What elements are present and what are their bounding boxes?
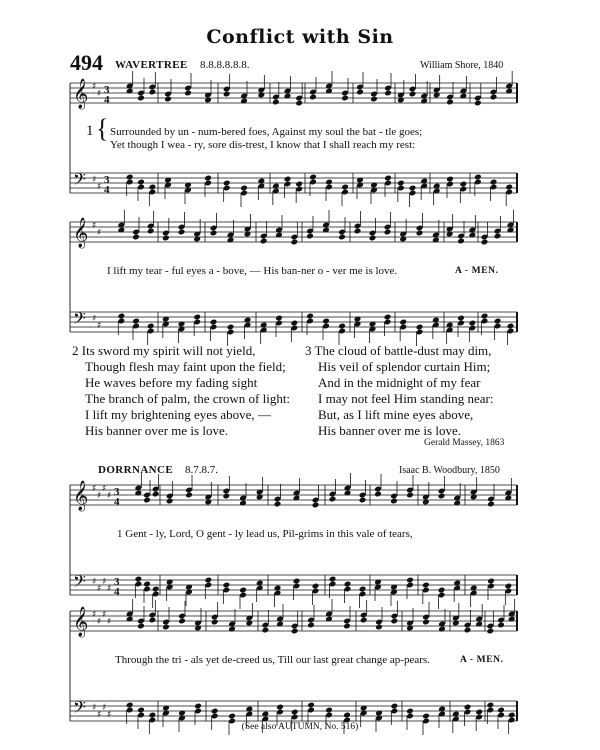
sharp-icon: ♯	[92, 221, 97, 231]
verse-2-line-5: I lift my brightening eyes above, —	[85, 407, 271, 422]
note-head	[384, 175, 392, 182]
note-head	[409, 91, 417, 98]
note-head	[307, 702, 315, 709]
note-head	[147, 228, 155, 235]
note-head	[185, 492, 193, 499]
note-head	[205, 577, 213, 584]
note-head	[490, 94, 498, 101]
amen-dorrnance: A - MEN.	[460, 655, 504, 665]
sharp-icon: ♯	[97, 584, 102, 594]
note-head	[354, 228, 362, 235]
note-head	[325, 179, 333, 186]
note-head	[276, 704, 284, 711]
note-head	[137, 95, 145, 102]
sharp-icon: ♯	[97, 710, 102, 720]
note-head	[369, 235, 377, 242]
sharp-icon: ♯	[102, 703, 107, 713]
sharp-icon: ♯	[92, 703, 97, 713]
note-head	[143, 581, 151, 588]
bass-clef-icon: 𝄢	[73, 571, 86, 595]
verse-3-line-2: His veil of splendor curtain Him;	[318, 359, 491, 374]
note-head	[132, 318, 140, 325]
hymn-number: 494	[70, 50, 103, 75]
note-head	[406, 708, 414, 715]
note-head	[149, 712, 157, 719]
note-head	[438, 493, 446, 500]
sharp-icon: ♯	[107, 584, 112, 594]
sharp-icon: ♯	[92, 82, 97, 92]
note-head	[162, 624, 170, 631]
note-head	[416, 230, 424, 237]
verse-3-line-6: His banner over me is love.	[318, 423, 461, 438]
note-head	[422, 619, 430, 626]
note-head	[360, 617, 368, 624]
time-signature-treble: 4	[104, 94, 110, 106]
note-head	[293, 578, 301, 585]
note-head	[118, 313, 126, 320]
note-head	[152, 586, 160, 593]
note-head	[211, 619, 219, 626]
note-head	[464, 704, 472, 711]
note-head	[223, 582, 231, 589]
verse-3-line-4: I may not feel Him standing near:	[318, 391, 494, 406]
note-head	[274, 501, 282, 508]
note-head	[223, 493, 231, 500]
sharp-icon: ♯	[92, 314, 97, 324]
note-head	[338, 234, 346, 241]
note-head	[338, 323, 346, 330]
note-head	[291, 239, 299, 246]
note-head	[487, 628, 495, 635]
note-head	[487, 501, 495, 508]
note-head	[147, 323, 155, 330]
note-head	[166, 498, 174, 505]
note-head	[487, 578, 495, 585]
note-head	[184, 90, 192, 97]
lyric-brace: {	[96, 114, 109, 143]
lyric-line-1: Surrounded by un - num-bered foes, Against my soul the bat - tle goes;	[110, 126, 423, 138]
note-head	[291, 628, 299, 635]
verse-3	[305, 343, 493, 439]
sharp-icon: ♯	[97, 321, 102, 331]
note-head	[481, 239, 489, 246]
note-head	[384, 314, 392, 321]
note-head	[344, 581, 352, 588]
note-head	[295, 100, 303, 107]
sharp-icon: ♯	[92, 484, 97, 494]
lyric-line-2: Yet though I wea - ry, sore dis-trest, I know that I shall reach my rest:	[110, 139, 416, 151]
note-head	[356, 89, 364, 96]
note-head	[306, 233, 314, 240]
lyric-line-3: I lift my tear - ful eyes a - bove, — His ban-ner o - ver me is love.	[107, 265, 398, 277]
note-head	[391, 703, 399, 710]
note-head	[210, 230, 218, 237]
note-head	[223, 91, 231, 98]
time-signature-bass: 4	[104, 184, 110, 196]
verse-3-line-3: And in the midnight of my fear	[318, 375, 481, 390]
note-head	[384, 90, 392, 97]
note-head	[399, 319, 407, 326]
note-head	[497, 622, 505, 629]
note-head	[494, 233, 502, 240]
sharp-icon: ♯	[92, 175, 97, 185]
note-head	[325, 707, 333, 714]
note-head	[178, 229, 186, 236]
note-head	[137, 179, 145, 186]
note-head	[490, 179, 498, 186]
note-head	[507, 323, 515, 330]
treble-clef-icon: 𝄞	[73, 79, 89, 109]
note-head	[164, 96, 172, 103]
note-head	[370, 96, 378, 103]
note-head	[291, 709, 299, 716]
note-head	[359, 497, 367, 504]
note-head	[446, 176, 454, 183]
tune-name-dorrnance: DORRNANCE	[98, 464, 174, 476]
verse-3-line-5: But, as I lift mine eyes above,	[318, 407, 474, 422]
time-signature-bass: 4	[114, 586, 120, 598]
page-footer: (See also AUTUMN, No. 516)	[241, 722, 359, 732]
note-head	[469, 320, 477, 327]
meter-wavertree: 8.8.8.8.8.8.	[200, 59, 250, 71]
note-head	[341, 184, 349, 191]
note-head	[210, 319, 218, 326]
lyric-dorrnance-2: Through the tri - als yet de-creed us, Till our last great change ap-pears.	[115, 654, 430, 666]
note-head	[306, 313, 314, 320]
sharp-icon: ♯	[97, 182, 102, 192]
bass-clef-icon: 𝄢	[73, 169, 86, 193]
note-head	[260, 238, 268, 245]
verse-2	[72, 343, 290, 439]
note-head	[223, 180, 231, 187]
note-head	[193, 314, 201, 321]
tune-name-wavertree: WAVERTREE	[115, 59, 188, 71]
note-head	[390, 498, 398, 505]
sharp-icon: ♯	[97, 228, 102, 238]
verse-2-line-3: He waves before my fading sight	[85, 375, 258, 390]
sharp-icon: ♯	[92, 577, 97, 587]
note-head	[341, 95, 349, 102]
note-head	[132, 234, 140, 241]
note-head	[422, 582, 430, 589]
note-head	[149, 184, 157, 191]
note-head	[457, 238, 465, 245]
note-head	[406, 577, 414, 584]
author-credit: Gerald Massey, 1863	[424, 438, 505, 448]
note-head	[152, 491, 160, 498]
note-head	[135, 576, 143, 583]
note-head	[126, 174, 134, 181]
section-title: Conflict with Sin	[206, 26, 394, 48]
note-head	[162, 235, 170, 242]
time-signature-treble: 4	[114, 496, 120, 508]
note-head	[406, 492, 414, 499]
sharp-icon: ♯	[102, 610, 107, 620]
note-head	[137, 707, 145, 714]
note-head	[284, 176, 292, 183]
time-signature-treble: 3	[114, 486, 120, 498]
note-head	[464, 627, 472, 634]
note-head	[204, 175, 212, 182]
bass-clef-icon: 𝄢	[73, 697, 86, 721]
note-head	[343, 623, 351, 630]
note-head	[126, 702, 134, 709]
note-head	[343, 712, 351, 719]
note-head	[307, 622, 315, 629]
verse-2-line-2: Though flesh may faint upon the field;	[85, 359, 286, 374]
lyric-dorrnance-1: 1 Gent - ly, Lord, O gent - ly lead us, Pil-grims in this vale of tears,	[117, 528, 413, 540]
note-head	[312, 583, 320, 590]
note-head	[438, 587, 446, 594]
note-head	[228, 713, 236, 720]
sharp-icon: ♯	[97, 491, 102, 501]
note-head	[329, 496, 337, 503]
note-head	[497, 707, 505, 714]
verse-2-number: 2	[72, 343, 79, 358]
note-head	[416, 324, 424, 331]
note-head	[359, 586, 367, 593]
note-head	[494, 318, 502, 325]
sharp-icon: ♯	[107, 617, 112, 627]
note-head	[375, 624, 383, 631]
note-head	[211, 708, 219, 715]
note-head	[505, 583, 513, 590]
meter-dorrnance: 8.7.8.7.	[185, 464, 218, 476]
brace-verse-number: 1	[86, 123, 94, 139]
note-head	[460, 181, 468, 188]
note-head	[309, 174, 317, 181]
note-head	[397, 180, 405, 187]
note-head	[474, 100, 482, 107]
note-head	[384, 229, 392, 236]
sharp-icon: ♯	[97, 89, 102, 99]
note-head	[295, 181, 303, 188]
note-head	[329, 576, 337, 583]
time-signature-bass: 3	[104, 174, 110, 186]
note-head	[143, 497, 151, 504]
verse-3-number: 3	[305, 343, 312, 358]
note-head	[137, 623, 145, 630]
note-head	[227, 324, 235, 331]
note-head	[505, 184, 513, 191]
note-head	[194, 703, 202, 710]
note-head	[178, 618, 186, 625]
note-head	[481, 313, 489, 320]
verse-2-line-6: His banner over me is love.	[85, 423, 228, 438]
amen-494: A - MEN.	[455, 266, 499, 276]
note-head	[475, 709, 483, 716]
sharp-icon: ♯	[92, 610, 97, 620]
note-head	[240, 185, 248, 192]
composer-dorrnance: Isaac B. Woodbury, 1850	[399, 465, 500, 476]
note-head	[422, 713, 430, 720]
note-head	[275, 315, 283, 322]
note-head	[374, 491, 382, 498]
sharp-icon: ♯	[102, 484, 107, 494]
sharp-icon: ♯	[107, 710, 112, 720]
note-head	[508, 712, 516, 719]
note-head	[149, 89, 157, 96]
composer-wavertree: William Shore, 1840	[420, 60, 504, 71]
sharp-icon: ♯	[102, 577, 107, 587]
note-head	[291, 320, 299, 327]
sharp-icon: ♯	[97, 617, 102, 627]
note-head	[487, 702, 495, 709]
note-head	[262, 627, 270, 634]
verse-3-line-1: 3 The cloud of battle-dust may dim,	[305, 343, 492, 358]
note-head	[272, 99, 280, 106]
note-head	[149, 617, 157, 624]
note-head	[474, 174, 482, 181]
bass-clef-icon: 𝄢	[73, 308, 86, 332]
treble-clef-icon: 𝄞	[73, 481, 89, 511]
note-head	[322, 318, 330, 325]
note-head	[239, 587, 247, 594]
note-head	[457, 315, 465, 322]
time-signature-bass: 3	[114, 576, 120, 588]
time-signature-treble: 3	[104, 84, 110, 96]
sharp-icon: ♯	[107, 491, 112, 501]
verse-2-line-4: The branch of palm, the crown of light:	[85, 391, 291, 406]
note-head	[409, 185, 417, 192]
treble-clef-icon: 𝄞	[73, 607, 89, 637]
note-head	[312, 502, 320, 509]
note-head	[391, 618, 399, 625]
note-head	[446, 99, 454, 106]
note-head	[309, 94, 317, 101]
treble-clef-icon: 𝄞	[73, 218, 89, 248]
verse-2-line-1: 2 Its sword my spirit will not yield,	[72, 343, 256, 358]
